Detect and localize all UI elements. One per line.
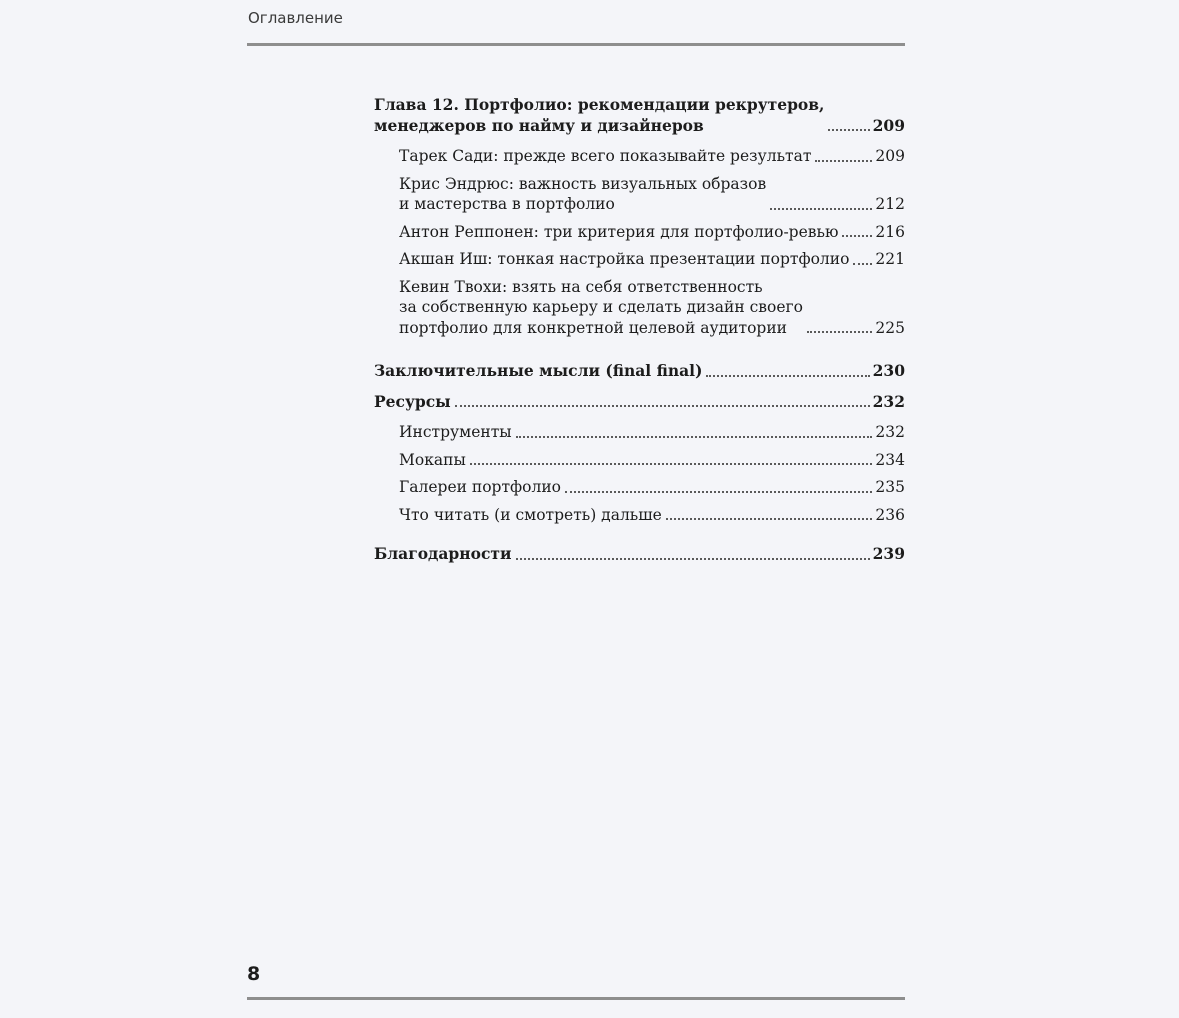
dot-leader [815, 160, 872, 162]
toc-entry-kevin-twohy[interactable] [374, 277, 905, 339]
toc-entry-page: 209 [872, 115, 905, 135]
toc-entry-page: 216 [875, 222, 905, 241]
toc-entry-page: 225 [875, 318, 905, 337]
toc-entry-title: Антон Реппонен: три критерия для портфолио-ревью [399, 222, 839, 241]
toc-entry-portfolio-galleries[interactable] [374, 477, 905, 498]
toc-entry-title: Благодарности [374, 544, 512, 563]
toc-entry-page: 221 [875, 250, 905, 268]
toc-entry-title: Кевин Твохи: взять на себя ответственность за собственную карьеру и сделать дизайн своего портфолио для конкретной целевой аудитории [399, 277, 803, 337]
toc-entry-title: Мокапы [399, 450, 466, 469]
toc-entry-title: Заключительные мысли (final final) [374, 361, 703, 380]
toc-entry-page: 234 [875, 450, 905, 469]
toc-entry-title: Крис Эндрюс: важность визуальных образов и мастерства в портфолио [399, 174, 767, 213]
toc-entry-page: 209 [875, 147, 905, 165]
toc-entry-chris-andrews[interactable] [374, 174, 905, 215]
dot-leader [470, 463, 873, 465]
toc-entry-page: 236 [875, 505, 905, 524]
dot-leader [807, 331, 872, 333]
toc-entry-akshan-ish[interactable] [374, 249, 905, 270]
toc-entry-title: Акшан Иш: тонкая настройка презентации портфолио [399, 250, 850, 268]
running-header: Оглавление [248, 9, 343, 27]
toc-entry-title: Что читать (и смотреть) дальше [399, 505, 662, 524]
toc-entry-page: 235 [875, 478, 905, 496]
dot-leader [706, 375, 869, 377]
toc-entry-tools[interactable] [374, 422, 905, 443]
toc-entry-further-reading[interactable] [374, 505, 905, 526]
dot-leader [565, 491, 872, 493]
toc-entry-page: 230 [872, 361, 905, 380]
toc-entry-page: 232 [872, 391, 905, 411]
dot-leader [770, 208, 872, 210]
header-rule [247, 43, 905, 46]
toc-entry-title: Галереи портфолио [399, 478, 562, 496]
toc-entry-tarek-sadi[interactable] [374, 146, 905, 167]
dot-leader [853, 263, 872, 265]
toc-entry-chapter-12[interactable] [374, 95, 905, 136]
page-number: 8 [247, 963, 261, 985]
dot-leader [455, 405, 870, 407]
toc-entry-page: 239 [872, 544, 905, 563]
footer-rule [247, 997, 905, 1000]
toc-entry-title: Глава 12. Портфолио: рекомендации рекрутеров, менеджеров по найму и дизайнеров [374, 95, 825, 135]
toc-entry-resources[interactable] [374, 392, 905, 413]
dot-leader [516, 558, 870, 560]
toc-entry-title: Ресурсы [374, 391, 451, 411]
toc-entry-final-thoughts[interactable] [374, 361, 905, 382]
dot-leader [666, 518, 873, 520]
toc-entry-anton-repponen[interactable] [374, 222, 905, 243]
table-of-contents [374, 95, 905, 565]
dot-leader [842, 235, 872, 237]
toc-entry-acknowledgements[interactable] [374, 544, 905, 565]
dot-leader [828, 129, 869, 131]
toc-entry-page: 212 [875, 195, 905, 213]
toc-entry-title: Тарек Сади: прежде всего показывайте результат [399, 147, 812, 165]
toc-entry-page: 232 [875, 423, 905, 441]
toc-entry-title: Инструменты [399, 423, 512, 441]
dot-leader [516, 436, 873, 438]
toc-entry-mockups[interactable] [374, 450, 905, 471]
